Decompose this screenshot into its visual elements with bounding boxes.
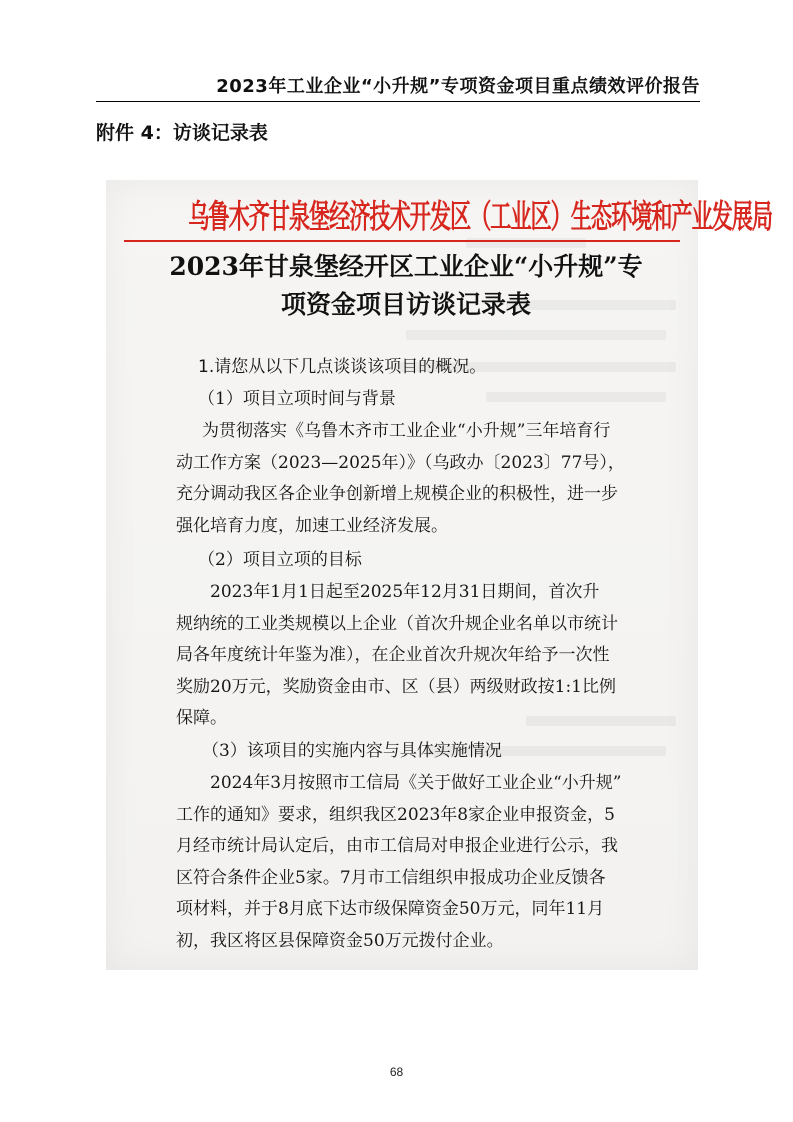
page-number: 68 <box>389 1065 404 1079</box>
letterhead-red-rule <box>124 240 680 242</box>
interview-question: 1.请您从以下几点谈谈该项目的概况。 <box>198 357 487 377</box>
section-3-line: 区符合条件企业5家。7月市工信组织申报成功企业反馈各 <box>176 867 606 888</box>
section-2-line: 局各年度统计年鉴为准），在企业首次升规次年给予一次性 <box>176 645 610 665</box>
section-3-heading: （3）该项目的实施内容与具体实施情况 <box>202 741 502 761</box>
section-1-line: 动工作方案（2023—2025年）》（乌政办〔2023〕77号）， <box>176 452 625 473</box>
page-header: 2023年工业企业“小升规”专项资金项目重点绩效评价报告 <box>216 76 700 97</box>
section-2-line: 2023年1月1日起至2025年12月31日期间，首次升 <box>210 582 600 602</box>
section-3-line: 工作的通知》要求，组织我区2023年8家企业申报资金，5 <box>176 804 615 825</box>
section-2-line: 规纳统的工业类规模以上企业（首次升规企业名单以市统计 <box>176 613 618 634</box>
section-2-line: 奖励20万元，奖励资金由市、区（县）两级财政按1:1比例 <box>176 676 616 697</box>
document-title-line-2: 项资金项目访谈记录表 <box>280 290 531 319</box>
document-title-line-1: 2023年甘泉堡经开区工业企业“小升规”专 <box>169 252 643 281</box>
header-divider <box>96 101 700 102</box>
issuing-organization: 乌鲁木齐甘泉堡经济技术开发区（工业区）生态环境和产业发展局 <box>188 197 773 236</box>
section-3-line: 月经市统计局认定后，由市工信局对申报企业进行公示，我 <box>176 836 618 856</box>
attachment-title: 附件 4：访谈记录表 <box>96 122 268 144</box>
section-3-line: 项材料，并于8月底下达市级保障资金50万元，同年11月 <box>176 899 605 919</box>
section-1-line: 为贯彻落实《乌鲁木齐市工业企业“小升规”三年培育行 <box>202 421 611 441</box>
section-1-line: 充分调动我区各企业争创新增上规模企业的积极性，进一步 <box>176 484 618 504</box>
section-1-line: 强化培育力度，加速工业经济发展。 <box>176 515 448 536</box>
section-3-line: 2024年3月按照市工信局《关于做好工业企业“小升规” <box>210 773 622 793</box>
section-2-body <box>176 577 618 735</box>
section-3-line: 初，我区将区县保障资金50万元拨付企业。 <box>176 930 504 951</box>
section-1-heading: （1）项目立项时间与背景 <box>198 389 396 409</box>
section-3-body <box>176 768 622 957</box>
scanned-document-image <box>106 180 773 970</box>
section-2-line: 保障。 <box>176 708 227 728</box>
section-2-heading: （2）项目立项的目标 <box>198 550 362 570</box>
section-1-body <box>176 416 625 542</box>
document-title <box>146 248 666 324</box>
